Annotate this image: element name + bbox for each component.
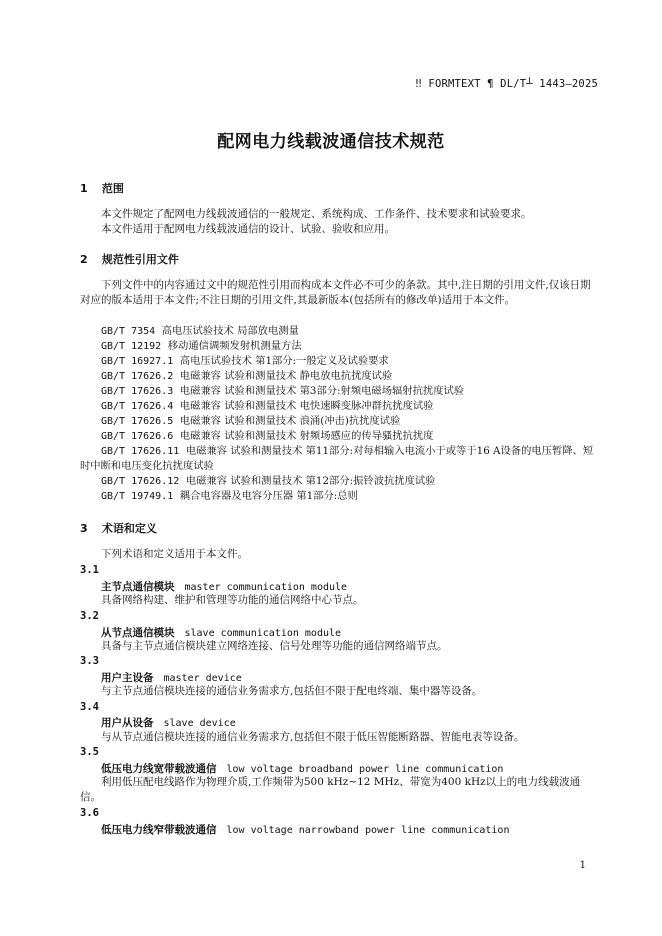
term-definition: 具备与主节点通信模块建立网络连接、信号处理等功能的通信网络端节点。 [101, 640, 448, 652]
section-heading [80, 251, 179, 267]
reference-code: GB/T 17626.12 [101, 476, 180, 487]
paragraph: 下列术语和定义适用于本文件。 [101, 548, 248, 560]
term-definition: 与主节点通信模块连接的通信业务需求方,包括但不限于配电终端、集中器等设备。 [101, 685, 483, 697]
section-heading [80, 520, 157, 536]
reference-item [80, 444, 602, 474]
reference-item [101, 474, 600, 489]
reference-title: 电磁兼容 试验和测量技术 浪涌(冲击)抗扰度试验 [179, 415, 401, 427]
reference-item [101, 414, 600, 429]
reference-item [101, 354, 600, 369]
term-heading [101, 670, 242, 685]
term-number: 3.6 [80, 807, 99, 819]
term-heading [101, 579, 347, 594]
paragraph: 本文件适用于配网电力线载波通信的设计、试验、验收和应用。 [101, 223, 395, 235]
reference-item [101, 399, 600, 414]
term-english: low voltage broadband power line communication [226, 764, 504, 775]
section-title: 范围 [101, 182, 124, 195]
reference-title: 电磁兼容 试验和测量技术 第12部分:振铃波抗扰度试验 [185, 475, 436, 487]
reference-code: GB/T 17626.5 [101, 416, 174, 427]
reference-code: GB/T 17626.2 [101, 371, 174, 382]
term-chinese: 低压电力线窄带载波通信 [101, 824, 217, 836]
term-chinese: 用户主设备 [101, 672, 154, 684]
term-number: 3.5 [80, 746, 99, 758]
standard-code-header: ‼ FORMTEXT ¶ DL/T┴ 1443—2025 [415, 78, 598, 90]
term-number: 3.3 [80, 655, 99, 667]
reference-title: 耦合电容器及电容分压器 第1部分:总则 [179, 490, 358, 502]
reference-title: 高电压试验技术 第1部分:一般定义及试验要求 [179, 355, 389, 367]
reference-item [101, 429, 600, 444]
term-chinese: 低压电力线宽带载波通信 [101, 763, 217, 775]
term-english: slave device [163, 718, 236, 729]
term-number: 3.1 [80, 564, 99, 576]
document-title: 配网电力线载波通信技术规范 [217, 132, 445, 152]
section-number: 3 [80, 522, 88, 535]
term-heading [101, 822, 509, 837]
reference-title: 高电压试验技术 局部放电测量 [161, 325, 299, 337]
term-heading [101, 761, 503, 776]
term-definition: 具备网络构建、维护和管理等功能的通信网络中心节点。 [101, 594, 364, 606]
reference-title: 电磁兼容 试验和测量技术 第3部分:射频电磁场辐射抗扰度试验 [179, 385, 465, 397]
reference-code: GB/T 19749.1 [101, 491, 174, 502]
reference-item [101, 489, 600, 504]
reference-title: 电磁兼容 试验和测量技术 第11部分:对每相输入电流小于或等于16 A设备的电压暂降、短时中断和电压变化抗扰度试验 [80, 445, 594, 472]
term-chinese: 从节点通信模块 [101, 627, 175, 639]
section-number: 1 [80, 182, 88, 195]
term-chinese: 用户从设备 [101, 717, 154, 729]
reference-code: GB/T 7354 [101, 326, 156, 337]
section-heading [80, 180, 124, 196]
reference-code: GB/T 12192 [101, 341, 162, 352]
term-heading [101, 625, 341, 640]
section-title: 规范性引用文件 [101, 253, 179, 266]
term-english: master device [163, 673, 242, 684]
term-english: slave communication module [184, 628, 342, 639]
reference-code: GB/T 17626.6 [101, 431, 174, 442]
reference-item [101, 384, 600, 399]
reference-code: GB/T 17626.4 [101, 401, 174, 412]
term-number: 3.2 [80, 610, 99, 622]
term-definition: 与从节点通信模块连接的通信业务需求方,包括但不限于低压智能断路器、智能电表等设备。 [101, 731, 525, 743]
page-number: 1 [579, 860, 586, 871]
reference-item [101, 339, 600, 354]
term-number: 3.4 [80, 701, 99, 713]
term-english: low voltage narrowband power line communication [226, 825, 510, 836]
paragraph: 下列文件中的内容通过文中的规范性引用而构成本文件必不可少的条款。其中,注日期的引用文件,仅该日期对应的版本适用于本文件;不注日期的引用文件,其最新版本(包括所有的修改单)适用于本文件。 [80, 279, 591, 306]
reference-code: GB/T 16927.1 [101, 356, 174, 367]
reference-code: GB/T 17626.3 [101, 386, 174, 397]
reference-title: 电磁兼容 试验和测量技术 电快速瞬变脉冲群抗扰度试验 [179, 400, 434, 412]
section-title: 术语和定义 [101, 522, 157, 535]
reference-title: 电磁兼容 试验和测量技术 射频场感应的传导骚扰抗扰度 [179, 430, 434, 442]
reference-item [101, 369, 600, 384]
section-number: 2 [80, 253, 88, 266]
term-english: master communication module [184, 582, 348, 593]
reference-code: GB/T 17626.11 [101, 446, 180, 457]
term-chinese: 主节点通信模块 [101, 581, 175, 593]
paragraph: 本文件规定了配网电力线载波通信的一般规定、系统构成、工作条件、技术要求和试验要求。 [101, 208, 532, 220]
term-heading [101, 715, 236, 730]
reference-title: 电磁兼容 试验和测量技术 静电放电抗扰度试验 [179, 370, 393, 382]
term-definition: 利用低压配电线路作为物理介质,工作频带为500 kHz~12 MHz、带宽为400 kHz以上的电力线载波通信。 [80, 776, 581, 803]
reference-title: 移动通信调频发射机测量方法 [167, 340, 302, 352]
reference-item [101, 324, 600, 339]
